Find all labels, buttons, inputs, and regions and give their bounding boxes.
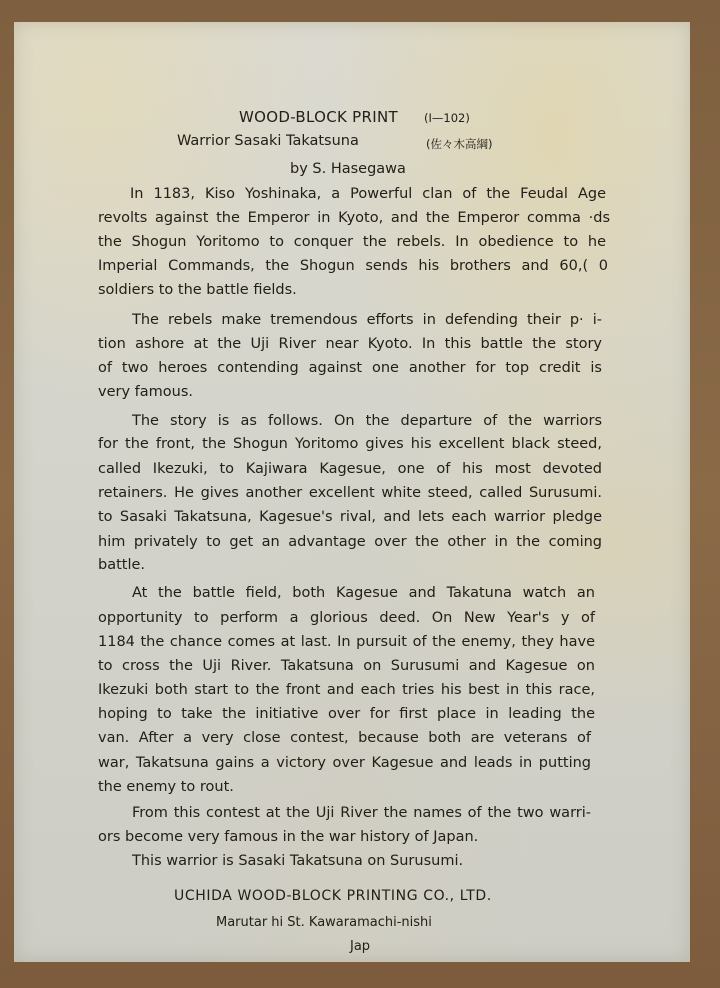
body-line: revolts against the Emperor in Kyoto, and the Emperor comma ·ds (98, 210, 610, 226)
body-line: the enemy to rout. (98, 779, 234, 795)
body-line: him privately to get an advantage over the other in the coming (98, 534, 602, 550)
body-line: to Sasaki Takatsuna, Kagesue's rival, and lets each warrior pledge (98, 509, 602, 525)
body-line: retainers. He gives another excellent white steed, called Surusumi. (98, 485, 602, 501)
body-line: Imperial Commands, the Shogun sends his brothers and 60,( 0 (98, 258, 608, 274)
publisher-address: Marutar hi St. Kawaramachi-nishi (216, 915, 432, 930)
body-line: At the battle field, both Kagesue and Takatuna watch an (132, 585, 595, 601)
document-title: WOOD-BLOCK PRINT (239, 108, 398, 126)
body-line: The rebels make tremendous efforts in defending their p· i- (132, 312, 602, 328)
catalog-number: (I—102) (424, 111, 470, 125)
body-line: 1184 the chance comes at last. In pursuit of the enemy, they have (98, 634, 595, 650)
body-line: This warrior is Sasaki Takatsuna on Surusumi. (132, 853, 464, 869)
body-line: tion ashore at the Uji River near Kyoto. In this battle the story (98, 336, 602, 352)
body-line: battle. (98, 557, 146, 573)
body-line: hoping to take the initiative over for first place in leading the (98, 706, 595, 722)
body-line: to cross the Uji River. Takatsuna on Surusumi and Kagesue on (98, 658, 595, 674)
byline: by S. Hasegawa (290, 161, 406, 177)
body-line: of two heroes contending against one another for top credit is (98, 360, 602, 376)
body-line: In 1183, Kiso Yoshinaka, a Powerful clan of the Feudal Age (130, 186, 606, 202)
body-line: the Shogun Yoritomo to conquer the rebels. In obedience to he (98, 234, 606, 250)
body-line: From this contest at the Uji River the names of the two warri- (132, 805, 591, 821)
body-line: soldiers to the battle fields. (98, 282, 297, 298)
publisher-country: Jap (350, 939, 371, 954)
document-subtitle: Warrior Sasaki Takatsuna (177, 133, 359, 149)
publisher-name: UCHIDA WOOD-BLOCK PRINTING CO., LTD. (174, 888, 492, 904)
body-line: for the front, the Shogun Yoritomo gives his excellent black steed, (98, 436, 602, 452)
body-line: Ikezuki both start to the front and each tries his best in this race, (98, 682, 595, 698)
body-line: war, Takatsuna gains a victory over Kagesue and leads in putting (98, 755, 591, 771)
body-line: called Ikezuki, to Kajiwara Kagesue, one of his most devoted (98, 461, 602, 477)
japanese-name: (佐々木高綱) (426, 137, 493, 151)
body-line: very famous. (98, 384, 193, 400)
body-line: The story is as follows. On the departure of the warriors (132, 413, 602, 429)
body-line: van. After a very close contest, because both are veterans of (98, 730, 591, 746)
document-paper (14, 22, 690, 962)
body-line: opportunity to perform a glorious deed. On New Year's y of (98, 610, 595, 626)
body-line: ors become very famous in the war history of Japan. (98, 829, 479, 845)
